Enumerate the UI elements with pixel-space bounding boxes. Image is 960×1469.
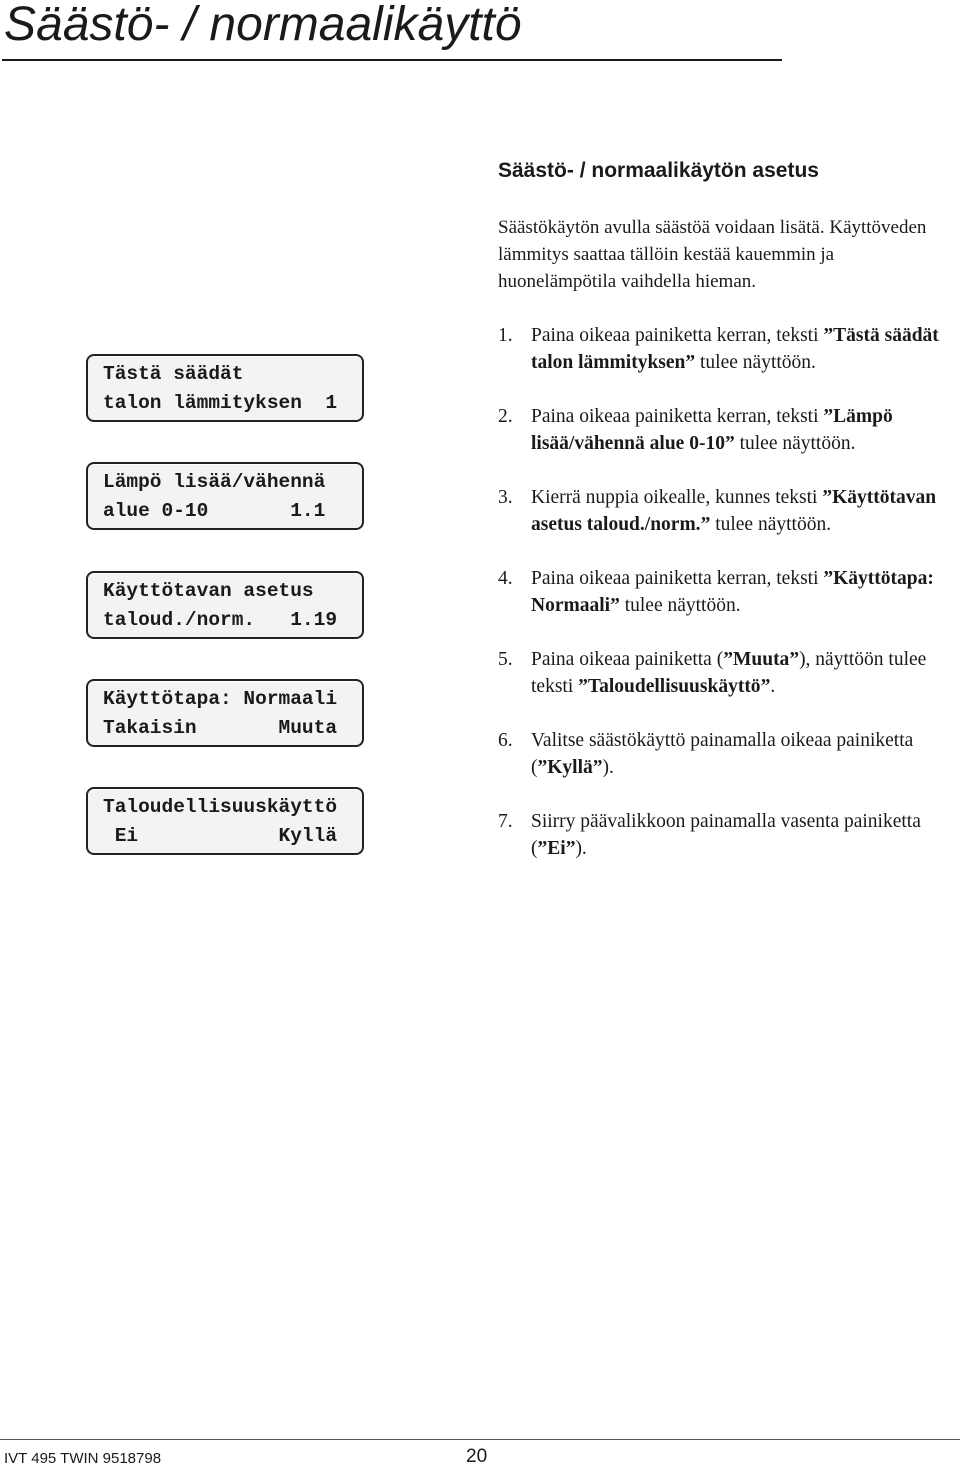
open-quote: ”	[537, 838, 548, 859]
step-number: 2.	[498, 406, 513, 427]
button-label-reference: Ei	[547, 838, 566, 859]
open-quote: ”	[723, 649, 733, 670]
step-number: 4.	[498, 568, 513, 589]
step-text-plain: Paina oikeaa painiketta (	[531, 649, 724, 670]
instruction-step-3	[498, 484, 958, 538]
open-quote: ”	[822, 487, 833, 508]
display-panel-1	[86, 354, 364, 422]
display-panel-2	[86, 462, 364, 530]
step-text	[531, 322, 958, 376]
step-text	[531, 808, 958, 862]
display-line-2: alue 0-10 1.1	[103, 500, 326, 522]
display-line-2: Takaisin Muuta	[103, 717, 338, 739]
step-text-plain: tulee näyttöön.	[695, 352, 816, 373]
display-text-reference: Tästä säädät talon lämmityksen	[531, 325, 939, 373]
instruction-step-1	[498, 322, 958, 376]
display-line-1: Tästä säädät	[103, 363, 244, 385]
instruction-step-5	[498, 646, 958, 700]
step-text-plain: tulee näyttöön.	[619, 595, 741, 616]
close-quote: ”	[565, 838, 576, 859]
open-quote: ”	[823, 568, 834, 589]
display-line-1: Lämpö lisää/vähennä	[103, 471, 326, 493]
display-text-reference: Lämpö lisää/vähennä alue 0-10	[531, 406, 893, 454]
display-text-reference: Taloudellisuuskäyttö	[587, 676, 761, 697]
section-heading: Säästö- / normaalikäytön asetus	[498, 159, 819, 182]
step-text	[531, 403, 958, 457]
step-number: 5.	[498, 649, 513, 670]
step-text	[531, 484, 958, 538]
step-text-plain: ).	[575, 838, 587, 859]
open-quote: ”	[578, 676, 588, 697]
close-quote: ”	[700, 514, 711, 535]
footer-rule	[0, 1439, 960, 1440]
step-text-plain: Siirry päävalikkoon painamalla vasenta painiketta (	[531, 811, 921, 859]
close-quote: ”	[724, 433, 735, 454]
step-text-plain: Valitse säästökäyttö painamalla oikeaa painiketta (	[531, 730, 914, 778]
display-line-2: taloud./norm. 1.19	[103, 609, 338, 631]
step-number: 6.	[498, 730, 513, 751]
instruction-step-6	[498, 727, 958, 781]
step-number: 3.	[498, 487, 513, 508]
display-panel-5	[86, 787, 364, 855]
step-text-plain: Paina oikeaa painiketta kerran, teksti	[531, 325, 824, 346]
step-text-plain: tulee näyttöön.	[734, 433, 856, 454]
close-quote: ”	[592, 757, 603, 778]
step-text	[531, 565, 958, 619]
step-text-plain: ).	[602, 757, 614, 778]
button-label-reference: Muuta	[732, 649, 790, 670]
page-title: Säästö- / normaalikäyttö	[4, 0, 522, 51]
display-line-2: talon lämmityksen 1	[103, 392, 338, 414]
instruction-step-4	[498, 565, 958, 619]
step-text-plain: Paina oikeaa painiketta kerran, teksti	[531, 406, 824, 427]
step-text-plain: ), näyttöön tulee teksti	[531, 649, 927, 697]
open-quote: ”	[823, 406, 834, 427]
step-text-plain: .	[770, 676, 776, 697]
step-text	[531, 727, 958, 781]
display-panel-3	[86, 571, 364, 639]
display-text-reference: Käyttötapa: Normaali	[531, 568, 934, 616]
display-line-1: Taloudellisuuskäyttö	[103, 796, 338, 818]
step-text-plain: Paina oikeaa painiketta kerran, teksti	[531, 568, 824, 589]
step-text-plain: Kierrä nuppia oikealle, kunnes teksti	[531, 487, 823, 508]
display-line-1: Käyttötapa: Normaali	[103, 688, 338, 710]
title-rule	[2, 59, 782, 61]
instruction-step-2	[498, 403, 958, 457]
footer-model: IVT 495 TWIN 9518798	[4, 1450, 162, 1467]
page-number: 20	[466, 1446, 488, 1467]
close-quote: ”	[610, 595, 620, 616]
close-quote: ”	[685, 352, 696, 373]
button-label-reference: Kyllä	[547, 757, 593, 778]
open-quote: ”	[537, 757, 548, 778]
step-text	[531, 646, 958, 700]
display-line-1: Käyttötavan asetus	[103, 580, 314, 602]
open-quote: ”	[823, 325, 834, 346]
step-number: 1.	[498, 325, 513, 346]
close-quote: ”	[760, 676, 771, 697]
step-number: 7.	[498, 811, 513, 832]
display-panel-4	[86, 679, 364, 747]
step-text-plain: tulee näyttöön.	[710, 514, 832, 535]
close-quote: ”	[789, 649, 800, 670]
instruction-step-7	[498, 808, 958, 862]
display-line-2: Ei Kyllä	[103, 825, 338, 847]
display-text-reference: Käyttötavan asetus taloud./norm.	[531, 487, 937, 535]
intro-paragraph: Säästökäytön avulla säästöä voidaan lisätä. Käyttöveden lämmitys saattaa tällöin kestää kauemmin ja huonelämpötila vaihdella hieman.	[498, 217, 927, 292]
